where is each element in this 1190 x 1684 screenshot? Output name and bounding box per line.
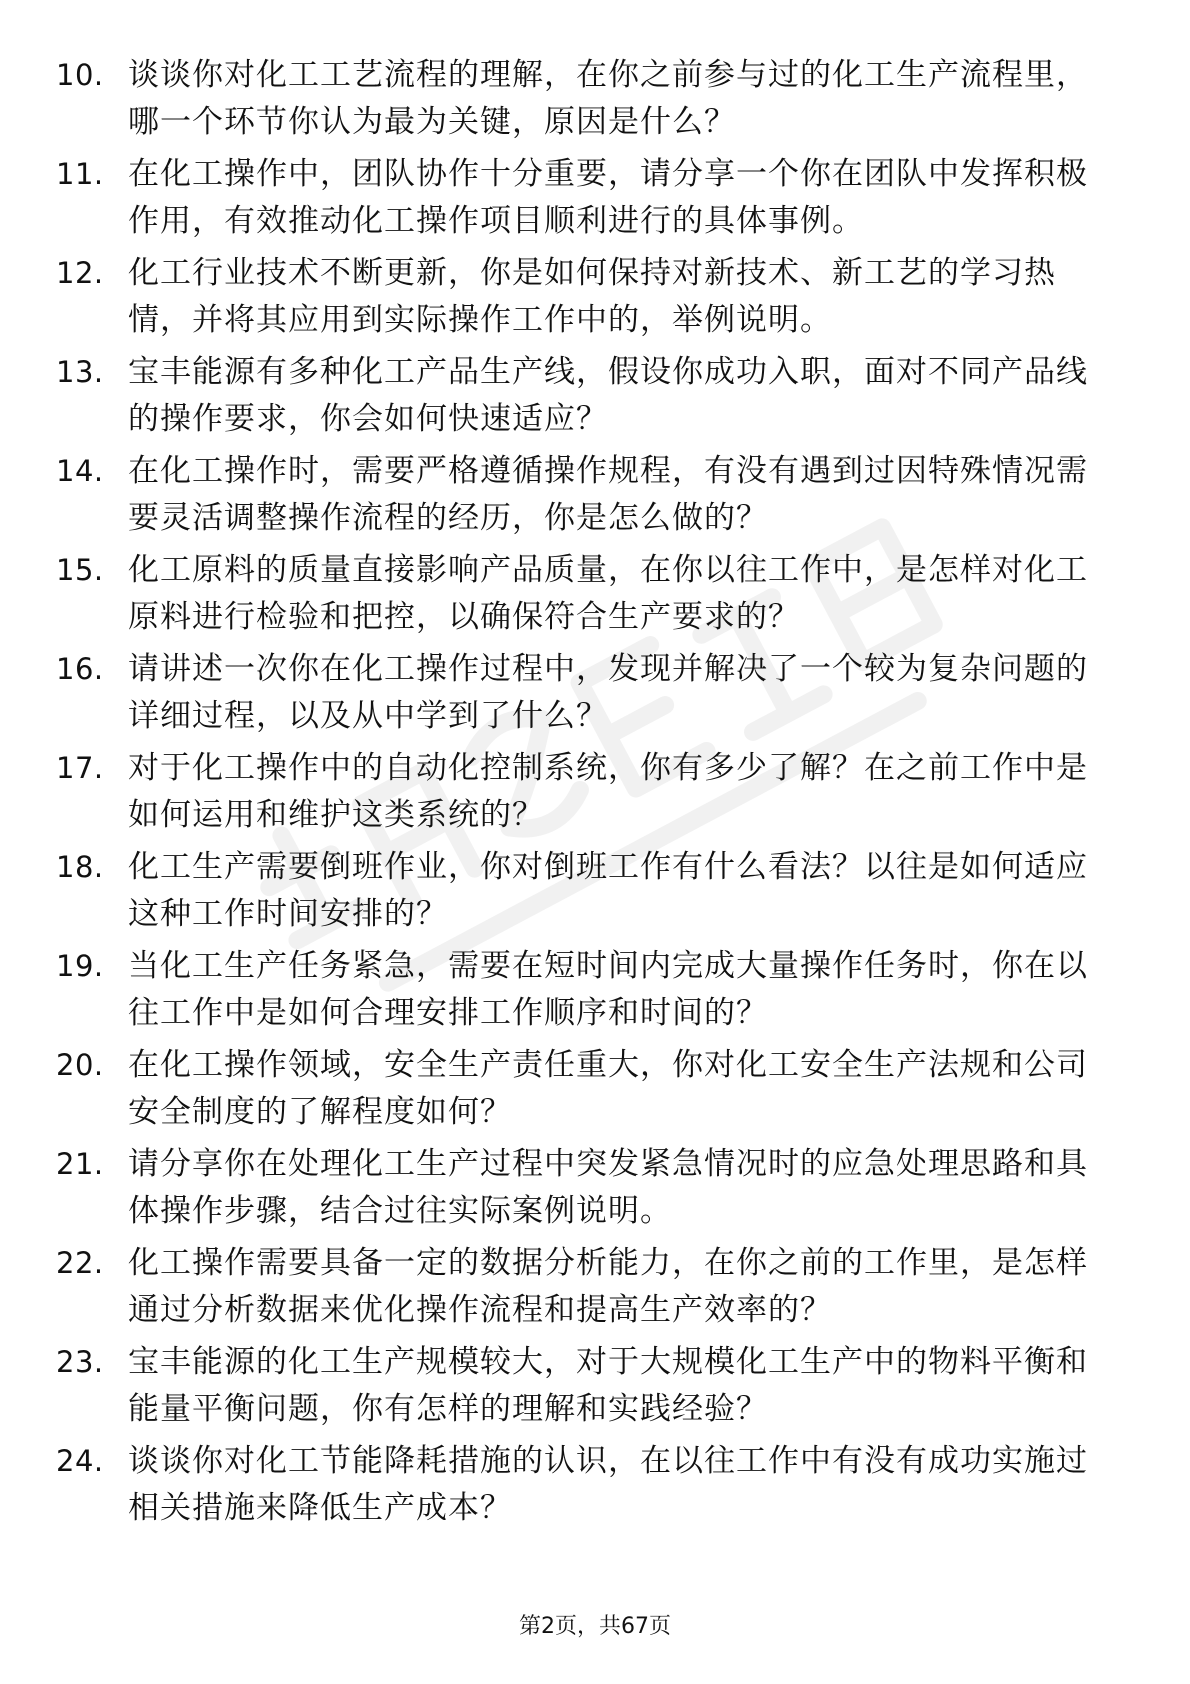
question-number: 14. xyxy=(56,454,104,488)
question-number: 11. xyxy=(56,157,104,191)
question-text: 谈谈你对化工节能降耗措施的认识，在以往工作中有没有成功实施过相关措施来降低生产成本？ xyxy=(128,1443,1088,1526)
question-text: 化工生产需要倒班作业，你对倒班工作有什么看法？以往是如何适应这种工作时间安排的？ xyxy=(128,849,1088,932)
question-number: 22. xyxy=(56,1246,104,1280)
question-item xyxy=(56,52,1116,151)
question-item xyxy=(56,646,1116,745)
question-item xyxy=(56,745,1116,844)
question-item xyxy=(56,448,1116,547)
question-list xyxy=(56,52,1116,1537)
question-text: 在化工操作时，需要严格遵循操作规程，有没有遇到过因特殊情况需要灵活调整操作流程的经历，你是怎么做的？ xyxy=(128,453,1088,536)
question-text: 化工操作需要具备一定的数据分析能力，在你之前的工作里，是怎样通过分析数据来优化操作流程和提高生产效率的？ xyxy=(128,1245,1088,1328)
question-number: 19. xyxy=(56,949,104,983)
question-item xyxy=(56,1240,1116,1339)
question-number: 18. xyxy=(56,850,104,884)
question-item xyxy=(56,1042,1116,1141)
question-text: 在化工操作领域，安全生产责任重大，你对化工安全生产法规和公司安全制度的了解程度如何？ xyxy=(128,1047,1088,1130)
question-text: 请分享你在处理化工生产过程中突发紧急情况时的应急处理思路和具体操作步骤，结合过往实际案例说明。 xyxy=(128,1146,1088,1229)
question-text: 请讲述一次你在化工操作过程中，发现并解决了一个较为复杂问题的详细过程，以及从中学到了什么？ xyxy=(128,651,1088,734)
question-item xyxy=(56,1141,1116,1240)
question-text: 化工原料的质量直接影响产品质量，在你以往工作中，是怎样对化工原料进行检验和把控，以确保符合生产要求的？ xyxy=(128,552,1088,635)
question-item xyxy=(56,151,1116,250)
question-number: 21. xyxy=(56,1147,104,1181)
question-text: 化工行业技术不断更新，你是如何保持对新技术、新工艺的学习热情，并将其应用到实际操作工作中的，举例说明。 xyxy=(128,255,1056,338)
page-footer: 第2页，共67页 xyxy=(519,1614,671,1639)
question-text: 谈谈你对化工工艺流程的理解，在你之前参与过的化工生产流程里，哪一个环节你认为最为关键，原因是什么？ xyxy=(128,57,1088,140)
question-number: 20. xyxy=(56,1048,104,1082)
question-number: 13. xyxy=(56,355,104,389)
question-text: 在化工操作中，团队协作十分重要，请分享一个你在团队中发挥积极作用，有效推动化工操作项目顺利进行的具体事例。 xyxy=(128,156,1088,239)
question-number: 24. xyxy=(56,1444,104,1478)
question-item xyxy=(56,349,1116,448)
question-number: 10. xyxy=(56,58,104,92)
question-number: 16. xyxy=(56,652,104,686)
question-item xyxy=(56,1339,1116,1438)
question-number: 15. xyxy=(56,553,104,587)
question-number: 17. xyxy=(56,751,104,785)
question-item xyxy=(56,547,1116,646)
question-number: 23. xyxy=(56,1345,104,1379)
question-text: 对于化工操作中的自动化控制系统，你有多少了解？在之前工作中是如何运用和维护这类系统的？ xyxy=(128,750,1088,833)
question-item xyxy=(56,250,1116,349)
question-item xyxy=(56,844,1116,943)
question-text: 宝丰能源的化工生产规模较大，对于大规模化工生产中的物料平衡和能量平衡问题，你有怎样的理解和实践经验？ xyxy=(128,1344,1088,1427)
question-number: 12. xyxy=(56,256,104,290)
question-item xyxy=(56,1438,1116,1537)
question-text: 宝丰能源有多种化工产品生产线，假设你成功入职，面对不同产品线的操作要求，你会如何快速适应？ xyxy=(128,354,1088,437)
question-item xyxy=(56,943,1116,1042)
question-text: 当化工生产任务紧急，需要在短时间内完成大量操作任务时，你在以往工作中是如何合理安排工作顺序和时间的？ xyxy=(128,948,1088,1031)
